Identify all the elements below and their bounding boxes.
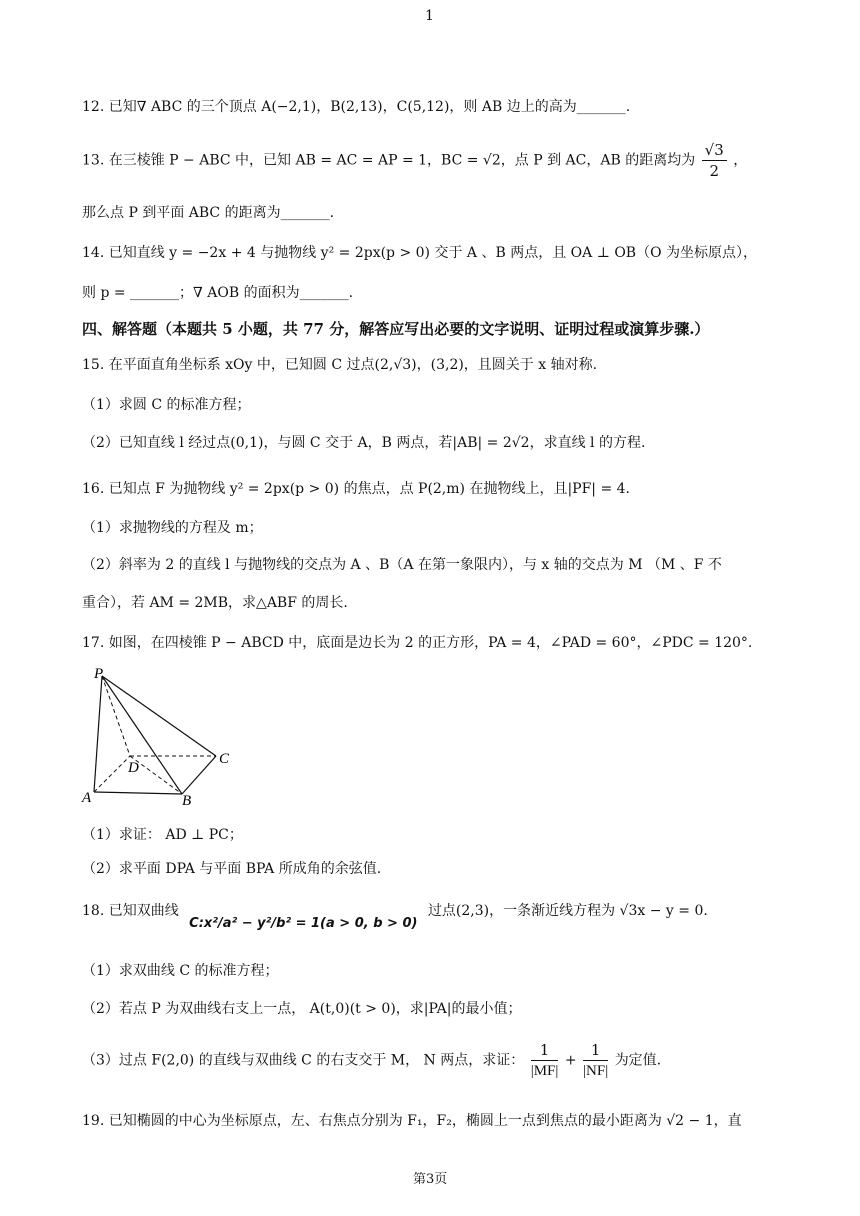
fraction-numerator: 1 bbox=[583, 1040, 608, 1061]
question-17: 17. 如图，在四棱锥 P − ABCD 中，底面是边长为 2 的正方形，PA = 4，∠PAD = 60°，∠PDC = 120°. bbox=[82, 635, 753, 651]
question-16-part2-line2: 重合），若 AM = 2MB，求△ABF 的周长. bbox=[82, 595, 348, 611]
label-D: D bbox=[128, 760, 139, 776]
question-19: 19. 已知椭圆的中心为坐标原点，左、右焦点分别为 F₁，F₂，椭圆上一点到焦点的最小距离为 √2 − 1，直 bbox=[82, 1113, 742, 1129]
question-17-part2: （2）求平面 DPA 与平面 BPA 所成角的余弦值. bbox=[82, 861, 382, 877]
question-18-suffix: 过点(2,3)，一条渐近线方程为 √3x − y = 0. bbox=[427, 903, 708, 919]
question-18-part1: （1）求双曲线 C 的标准方程； bbox=[82, 963, 279, 979]
question-15: 15. 在平面直角坐标系 xOy 中，已知圆 C 过点(2,√3)，(3,2)，且圆关于 x 轴对称. bbox=[82, 357, 598, 373]
question-16: 16. 已知点 F 为抛物线 y² = 2px(p > 0) 的焦点，点 P(2,m) 在抛物线上，且|PF| = 4. bbox=[82, 481, 631, 497]
edge-PC bbox=[102, 676, 216, 756]
page-footer: 第3页 bbox=[413, 1172, 448, 1187]
fraction-numerator: 1 bbox=[531, 1040, 559, 1061]
question-14-line2: 则 p = _______；∇ AOB 的面积为_______. bbox=[82, 285, 354, 301]
question-18-line bbox=[82, 900, 708, 931]
question-17-part1: （1）求证： AD ⊥ PC； bbox=[82, 827, 243, 843]
question-13-comma: ， bbox=[733, 152, 748, 169]
question-13-line1 bbox=[82, 140, 747, 181]
edge-BC bbox=[182, 756, 216, 794]
pyramid-figure bbox=[78, 660, 238, 810]
question-13-line2: 那么点 P 到平面 ABC 的距离为_______. bbox=[82, 205, 335, 221]
question-15-part1: （1）求圆 C 的标准方程； bbox=[82, 397, 251, 413]
hyperbola-equation: C:x²/a² − y²/b² = 1(a > 0, b > 0) bbox=[189, 916, 418, 931]
question-18-part3 bbox=[82, 1040, 661, 1081]
fraction-denominator: |NF| bbox=[583, 1063, 609, 1079]
question-15-part2: （2）已知直线 l 经过点(0,1)，与圆 C 交于 A，B 两点，若|AB| = 2√2，求直线 l 的方程. bbox=[82, 435, 646, 451]
question-18-part3-text: （3）过点 F(2,0) 的直线与双曲线 C 的右支交于 M， N 两点，求证： bbox=[82, 1052, 525, 1069]
fraction-1-over-MF bbox=[531, 1040, 559, 1081]
section-heading-4: 四、解答题（本题共 5 小题，共 77 分，解答应写出必要的文字说明、证明过程或演算步骤.） bbox=[82, 320, 710, 338]
page-number: 1 bbox=[425, 8, 434, 24]
question-16-part1: （1）求抛物线的方程及 m； bbox=[82, 520, 263, 536]
question-18-prefix: 18. 已知双曲线 bbox=[82, 903, 179, 919]
question-16-part2-line1: （2）斜率为 2 的直线 l 与抛物线的交点为 A 、B（A 在第一象限内），与 x 轴的交点为 M （M 、F 不 bbox=[82, 557, 722, 573]
question-14-line1: 14. 已知直线 y = −2x + 4 与抛物线 y² = 2px(p > 0) 交于 A 、B 两点，且 OA ⊥ OB（O 为坐标原点）， bbox=[82, 245, 758, 261]
fraction-denominator: |MF| bbox=[530, 1063, 559, 1079]
edge-AB bbox=[94, 792, 182, 794]
plus-sign: + bbox=[564, 1052, 577, 1069]
fraction-denominator: 2 bbox=[709, 162, 719, 180]
label-C: C bbox=[219, 751, 230, 767]
fraction-sqrt3-over-2 bbox=[702, 140, 727, 181]
question-18-part2: （2）若点 P 为双曲线右支上一点， A(t,0)(t > 0)，求|PA|的最小值； bbox=[82, 1001, 522, 1017]
question-12: 12. 已知∇ ABC 的三个顶点 A(−2,1)，B(2,13)，C(5,12)，则 AB 边上的高为_______. bbox=[82, 99, 631, 115]
question-13-text: 13. 在三棱锥 P − ABC 中，已知 AB = AC = AP = 1，BC = √2，点 P 到 AC，AB 的距离均为 bbox=[82, 152, 696, 169]
edge-PD-hidden bbox=[102, 676, 130, 756]
question-18-part3-end: 为定值. bbox=[614, 1052, 662, 1069]
label-A: A bbox=[82, 790, 92, 806]
edge-PB bbox=[102, 676, 182, 794]
edge-AD-hidden bbox=[94, 756, 130, 792]
label-B: B bbox=[182, 793, 192, 809]
label-P: P bbox=[94, 666, 104, 682]
fraction-numerator: √3 bbox=[702, 140, 727, 161]
edge-PA bbox=[94, 676, 102, 792]
fraction-1-over-NF bbox=[583, 1040, 608, 1081]
